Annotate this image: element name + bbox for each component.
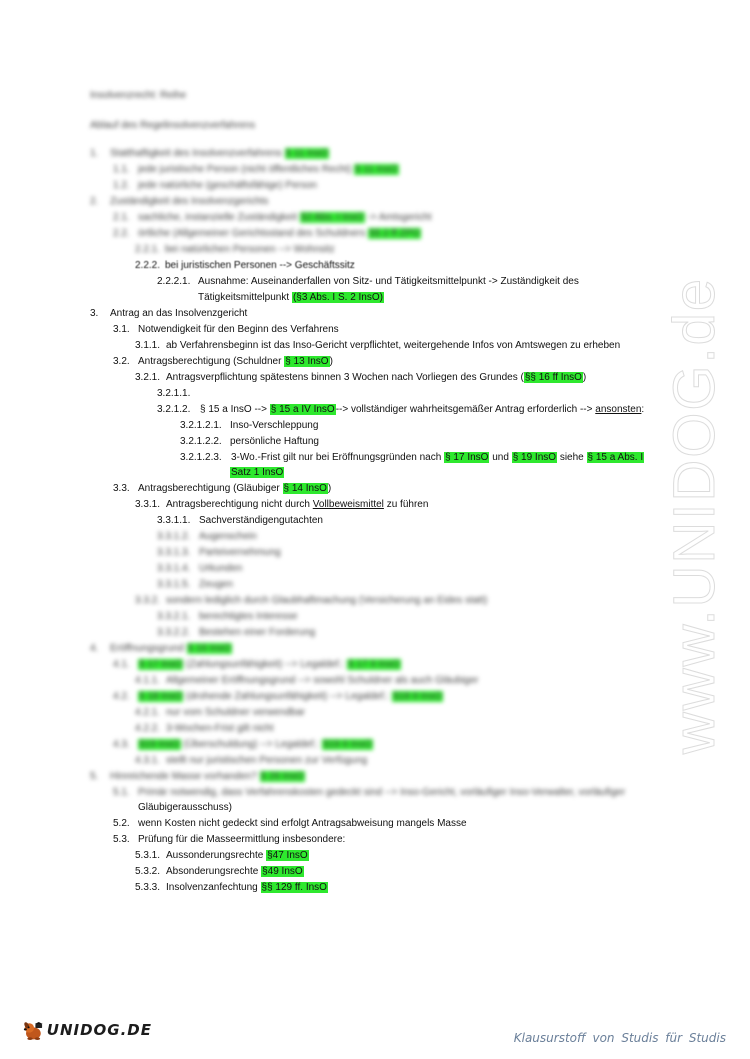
outline-text: Gläubigerausschuss) [138, 802, 232, 813]
outline-number: 3.2.1.2.2. [180, 436, 222, 447]
outline-number: 5.3.2. [135, 866, 161, 877]
outline-text [166, 880, 328, 895]
outline-text [231, 450, 644, 465]
outline-number: 3.3.1. [135, 499, 161, 510]
outline-text: bei natürlichen Personen --> Wohnsitz [165, 244, 335, 255]
outline-text: Antrag an das Insolvenzgericht [110, 308, 248, 319]
outline-number: 5.3.1. [135, 850, 161, 861]
outline-number: 3.3.1.3. [157, 547, 191, 558]
outline-number: 3.3.1.4. [157, 563, 191, 574]
outline-number: 5. [90, 771, 99, 782]
outline-number: 4.1. [113, 659, 130, 670]
outline-text: Absonderungsrechte [166, 866, 262, 877]
highlighted-reference: §19 II InsO [323, 739, 372, 750]
outline-text: Ausnahme: Auseinanderfallen von Sitz- und Tätigkeitsmittelpunkt -> Zuständigkeit des [198, 276, 579, 287]
footer-tagline: Klausurstoff von Studis für Studis [513, 1031, 726, 1045]
outline-number: 3.2.1.1. [157, 388, 191, 399]
outline-text [166, 370, 586, 385]
outline-text [110, 641, 232, 656]
outline-text: Tätigkeitsmittelpunkt [198, 292, 292, 303]
outline-text [166, 497, 428, 512]
outline-text: ) [329, 356, 333, 367]
outline-number: 4.3.1. [135, 755, 161, 766]
logo-text: UNIDOG.DE [46, 1021, 152, 1039]
dog-mascot-icon [22, 1013, 45, 1047]
outline-text: Insolvenzrecht: Reihe [90, 90, 187, 101]
outline-text: (Überschuldung) --> Legaldef.: [180, 739, 323, 750]
outline-number: 5.2. [113, 818, 130, 829]
outline-text [166, 864, 304, 879]
outline-number: 3.1.1. [135, 340, 161, 351]
outline-number: 4.2.2. [135, 723, 161, 734]
outline-number: 3.3. [113, 483, 130, 494]
outline-text: zu führen [383, 499, 429, 510]
outline-text: --> vollständiger wahrheitsgemäßer Antrag erforderlich --> [335, 404, 596, 415]
outline-number: 1. [90, 148, 99, 159]
outline-text: Antragsverpflichtung spätestens binnen 3 Wochen nach Vorliegen des Grundes ( [166, 372, 524, 383]
outline-text: Allgemeiner Eröffnungsgrund --> sowohl Schuldner als auch Gläubiger [166, 675, 479, 686]
outline-number: 2.2.2.1. [157, 276, 191, 287]
outline-text: ansonsten [595, 404, 642, 415]
outline-text: 3-Wo.-Frist gilt nur bei Eröffnungsgründen nach [231, 452, 445, 463]
outline-text: Prüfung für die Masseermittlung insbesondere: [138, 834, 346, 845]
outline-text: Notwendigkeit für den Beginn des Verfahrens [138, 324, 339, 335]
outline-text: : [641, 404, 645, 415]
outline-text: örtliche (Allgemeiner Gerichtsstand des Schuldners [138, 228, 366, 239]
highlighted-reference: §49 InsO [262, 866, 303, 877]
outline-text [138, 226, 421, 241]
outline-number: 1.2. [113, 180, 130, 191]
highlighted-reference: § 16 InsO [187, 643, 231, 654]
outline-text: Insolvenzanfechtung [166, 882, 261, 893]
outline-text [110, 146, 329, 161]
highlighted-reference: § 15 a Abs. I [587, 452, 644, 463]
outline-text: bei juristischen Personen --> Geschäftssitz [165, 260, 355, 271]
highlighted-reference: §§ 129 ff. InsO [261, 882, 327, 893]
outline-text: Sachverständigengutachten [199, 515, 323, 526]
highlighted-reference: §19 InsO [139, 739, 180, 750]
highlighted-reference: §18 II InsO [393, 691, 443, 702]
outline-text [166, 848, 309, 863]
outline-text: Antragsberechtigung nicht durch [166, 499, 313, 510]
outline-text: Bestehen einer Forderung [199, 627, 316, 638]
outline-text [110, 769, 305, 784]
highlighted-reference: Satz 1 InsO [231, 467, 284, 478]
outline-number: 3.2.1. [135, 372, 161, 383]
outline-text: sondern lediglich durch Glaubhaftmachung (Versicherung an Eides statt) [166, 595, 488, 606]
outline-text: -> Amtsgericht [367, 212, 432, 223]
outline-text: ) [327, 483, 332, 494]
highlighted-reference: § 15 a IV InsO [270, 404, 335, 415]
outline-text [200, 402, 644, 417]
outline-text: ) [582, 372, 587, 383]
outline-number: 3.2.1.2. [157, 404, 191, 415]
outline-text: nur vom Schuldner verwendbar [166, 707, 305, 718]
highlighted-reference: § 14 InsO [283, 483, 327, 494]
outline-text [138, 354, 333, 369]
highlighted-reference: §2 Abs. I InsO [300, 212, 364, 223]
outline-text: Vollbeweismittel [312, 499, 384, 510]
unidog-logo[interactable] [22, 1013, 152, 1047]
highlighted-reference: § 17 InsO [445, 452, 489, 463]
outline-text: und [489, 452, 512, 463]
outline-text: Urkunden [199, 563, 243, 574]
outline-number: 3.3.1.2. [157, 531, 191, 542]
outline-number: 2.2. [113, 228, 130, 239]
highlighted-reference: § 18 InsO [139, 691, 183, 702]
outline-number: 1.1. [113, 164, 130, 175]
outline-text: siehe [557, 452, 587, 463]
outline-text [138, 689, 443, 704]
highlighted-reference: § 17 II InsO [348, 659, 400, 670]
outline-text: Zuständigkeit des Insolvenzgerichts [110, 196, 269, 207]
outline-number: 3.3.2.2. [157, 627, 191, 638]
outline-text [230, 465, 284, 480]
outline-text: jede juristische Person (nicht öffentliches Recht) [138, 164, 352, 175]
outline-number: 3.3.1.5. [157, 579, 191, 590]
outline-number: 3.2.1.2.1. [180, 420, 222, 431]
outline-text: Parteivernehmung [199, 547, 281, 558]
outline-number: 5.3.3. [135, 882, 161, 893]
highlighted-reference: §§ 16 ff InsO [524, 372, 582, 383]
outline-text [138, 737, 373, 752]
outline-text: wenn Kosten nicht gedeckt sind erfolgt Antragsabweisung mangels Masse [138, 818, 467, 829]
outline-number: 3.3.2. [135, 595, 161, 606]
outline-text: ab Verfahrensbeginn ist das Inso-Gericht verpflichtet, weitergehende Infos von Amtswegen zu erheben [166, 340, 621, 351]
outline-text [198, 290, 384, 305]
outline-text [138, 657, 401, 672]
outline-text [138, 481, 331, 496]
highlighted-reference: § 19 InsO [512, 452, 557, 463]
outline-text: Eröffnungsgrund [110, 643, 187, 654]
outline-number: 3. [90, 308, 99, 319]
outline-text: (drohende Zahlungsunfähigkeit) --> Legaldef.: [183, 691, 393, 702]
highlighted-reference: §47 InsO [267, 850, 308, 861]
outline-number: 4. [90, 643, 99, 654]
outline-number: 3.2.1.2.3. [180, 452, 222, 463]
outline-text: Hinreichende Masse vorhanden? [110, 771, 260, 782]
outline-number: 4.3. [113, 739, 130, 750]
outline-text: Inso-Verschleppung [230, 420, 319, 431]
outline-text [138, 162, 399, 177]
outline-text: Primär notwendig, dass Verfahrenskosten gedeckt sind --> Inso-Gericht, vorläufiger Inso-Verwalter, vorläufiger [138, 787, 626, 798]
outline-text: jede natürliche (geschäftsfähige) Person [138, 180, 317, 191]
outline-text: Statthaftigkeit des Insolvenzverfahrens [110, 148, 282, 159]
highlighted-reference: § 11 InsO [355, 164, 398, 175]
outline-text: Antragsberechtigung (Schuldner [138, 356, 285, 367]
outline-number: 4.2. [113, 691, 130, 702]
watermark-text: www.UNIDOG.de [662, 276, 728, 754]
outline-number: 3.3.2.1. [157, 611, 191, 622]
outline-text: sachliche, instanzielle Zuständigkeit [138, 212, 297, 223]
highlighted-reference: §§ 2 ff ZPO [369, 228, 421, 239]
outline-number: 4.1.1. [135, 675, 161, 686]
highlighted-reference: § 26 InsO [260, 771, 304, 782]
outline-text: berechtigtes Interesse [199, 611, 298, 622]
outline-number: 3.2. [113, 356, 130, 367]
outline-text: stellt nur juristischen Personen zur Verfügung [166, 755, 368, 766]
outline-text: 3-Wochen-Frist gilt nicht [166, 723, 274, 734]
highlighted-reference: § 17 InsO [139, 659, 183, 670]
outline-number: 3.1. [113, 324, 130, 335]
outline-number: 2. [90, 196, 99, 207]
outline-number: 2.2.1. [135, 244, 161, 255]
highlighted-reference: § 11 InsO [285, 148, 329, 159]
highlighted-reference: (§3 Abs. I S. 2 InsO) [292, 292, 383, 303]
outline-number: 5.1. [113, 787, 130, 798]
outline-text: § 15 a InsO --> [200, 404, 270, 415]
highlighted-reference: § 13 InsO [285, 356, 329, 367]
outline-number: 4.2.1. [135, 707, 161, 718]
outline-text: Ablauf des Regelinsolvenzverfahrens [90, 120, 256, 131]
outline-text: Antragsberechtigung (Gläubiger [138, 483, 283, 494]
outline-number: 2.1. [113, 212, 130, 223]
outline-text: (Zahlungsunfähigkeit) --> Legaldef.: [183, 659, 348, 670]
outline-text: Augenschein [199, 531, 257, 542]
outline-text: persönliche Haftung [230, 436, 319, 447]
outline-text: Aussonderungsrechte [166, 850, 267, 861]
outline-text: Zeugen [199, 579, 233, 590]
outline-number: 5.3. [113, 834, 130, 845]
outline-number: 3.3.1.1. [157, 515, 191, 526]
outline-number: 2.2.2. [135, 260, 161, 271]
outline-text [138, 210, 432, 225]
